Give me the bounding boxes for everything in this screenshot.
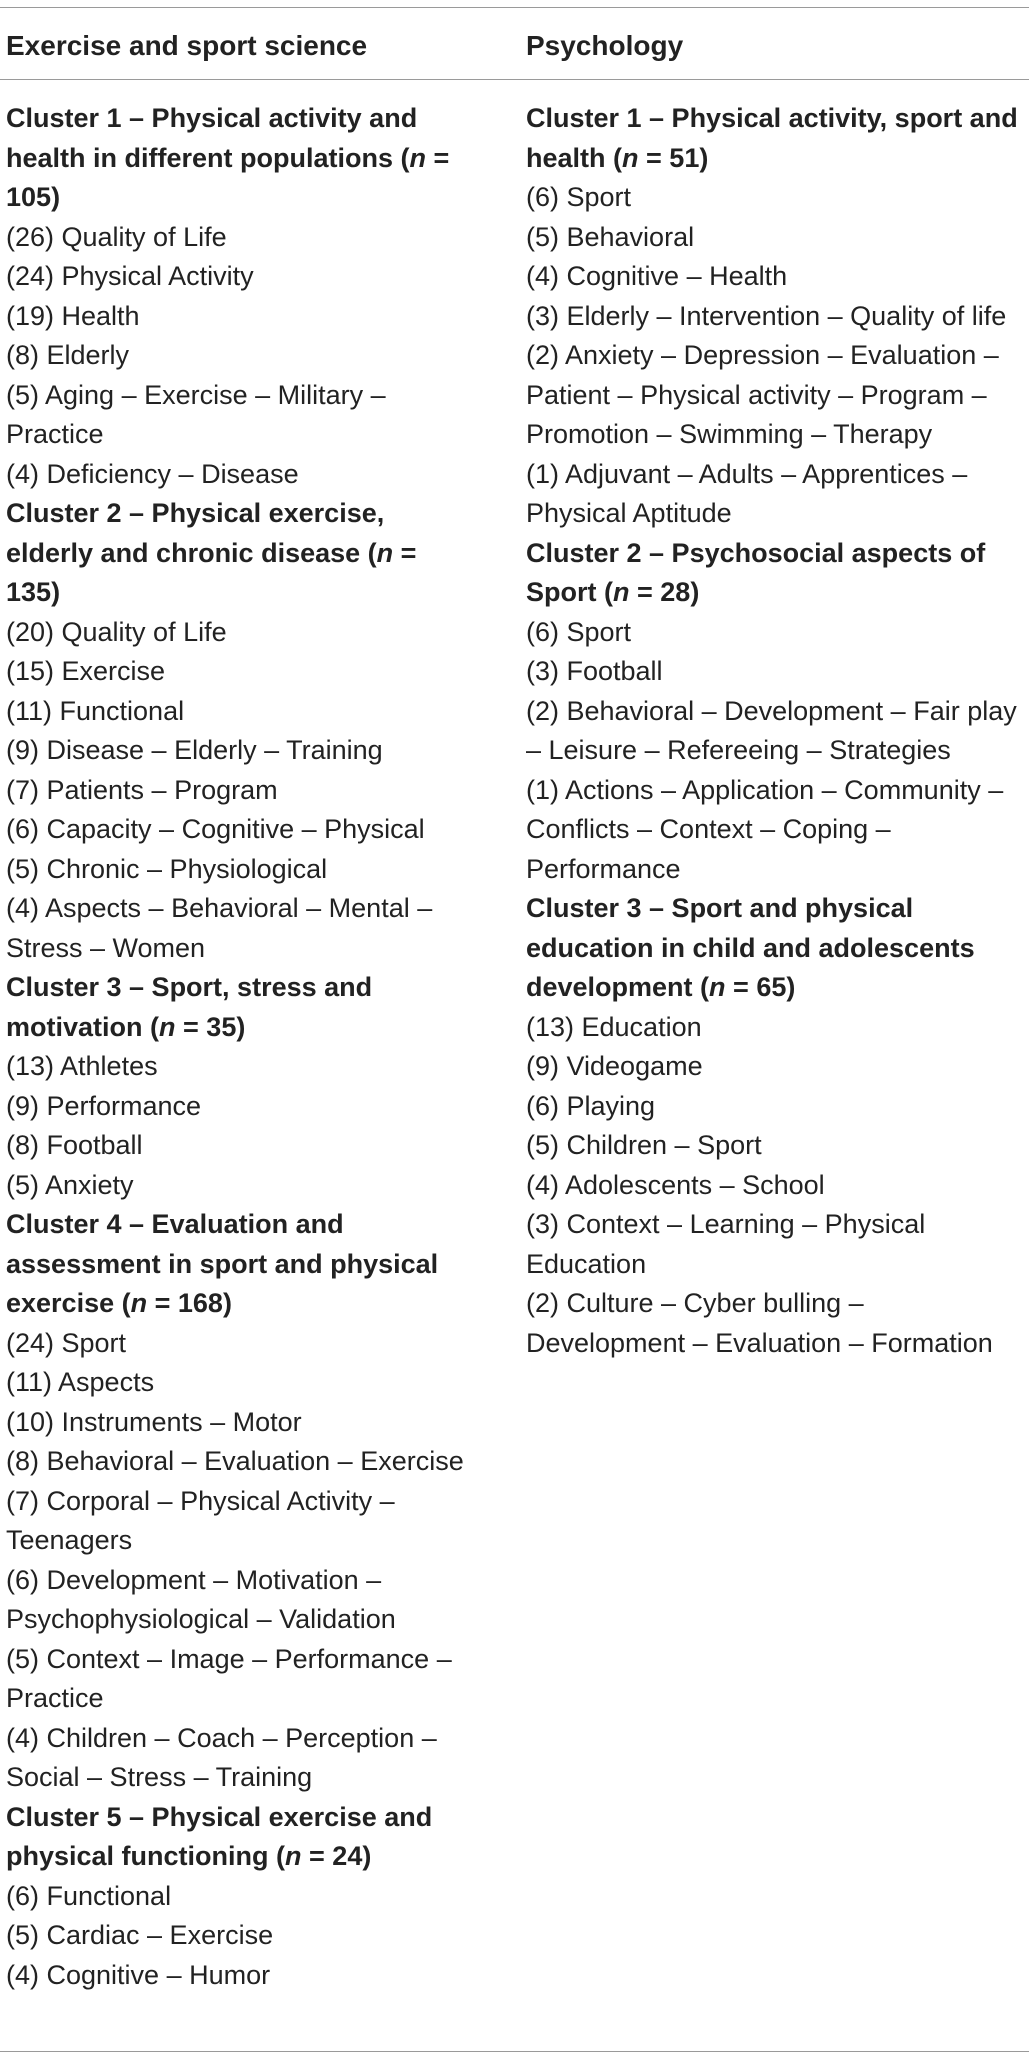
cluster-title-text: Cluster 3 – Sport, stress and motivation — [6, 972, 373, 1042]
header-rule — [0, 79, 1029, 80]
keyword-item: (8) Football — [6, 1130, 143, 1160]
keyword-item: (26) Quality of Life — [6, 221, 227, 252]
keyword-item: (5) Behavioral — [526, 221, 695, 252]
keyword-item: (7) Patients – Program — [6, 774, 278, 805]
cluster-title-text: Cluster 2 – Psychosocial aspects of Sport — [526, 537, 986, 607]
keyword-item: (6) Development – Motivation – Psychophysiological – Validation — [6, 1564, 396, 1634]
keyword-item: (9) Performance — [6, 1090, 202, 1121]
keyword-item: (6) Sport — [526, 616, 632, 647]
keyword-item: (5) Aging – Exercise – Military – Practice — [6, 379, 386, 449]
keyword-item: (13) Athletes — [6, 1051, 158, 1081]
cluster-title-text: Cluster 5 – Physical exercise and physical functioning — [6, 1801, 433, 1871]
keyword-item: (20) Quality of Life — [6, 616, 227, 647]
cluster-title: Cluster 3 – Sport, stress and motivation (n = 35) — [6, 972, 373, 1042]
keyword-item: (7) Corporal – Physical Activity – Teenagers — [6, 1485, 395, 1555]
cluster-count: 24 — [332, 1841, 363, 1871]
keyword-item: (5) Anxiety — [6, 1169, 134, 1200]
keyword-item: (6) Capacity – Cognitive – Physical — [6, 814, 425, 844]
keyword-item: (8) Elderly — [6, 340, 130, 370]
column-exercise-sport-science — [6, 99, 476, 1995]
cluster-count: 28 — [660, 577, 691, 607]
cluster-title: Cluster 4 – Evaluation and assessment in sport and physical exercise (n = 168) — [6, 1209, 439, 1318]
keyword-item: (1) Actions – Application – Community – Conflicts – Context – Coping – Performance — [526, 774, 1004, 884]
cluster-title-text: Cluster 3 – Sport and physical education in child and adolescents development — [526, 893, 975, 1002]
keyword-item: (13) Education — [526, 1011, 702, 1042]
cluster-count: 168 — [177, 1288, 223, 1318]
cluster-count: 65 — [756, 972, 787, 1002]
column-header-psychology: Psychology — [526, 30, 684, 61]
keyword-item: (10) Instruments – Motor — [6, 1406, 302, 1437]
keyword-item: (2) Anxiety – Depression – Evaluation –Patient – Physical activity – Program – Promotion – Swimming – Therapy — [526, 340, 999, 449]
cluster-title: Cluster 5 – Physical exercise and physical functioning (n = 24) — [6, 1801, 433, 1871]
cluster-title: Cluster 2 – Psychosocial aspects of Sport (n = 28) — [526, 537, 986, 607]
cluster-count: 135 — [6, 577, 52, 607]
column-header-exercise-sport-science: Exercise and sport science — [6, 30, 368, 61]
keyword-item: (8) Behavioral – Evaluation – Exercise — [6, 1446, 464, 1476]
keyword-item: (3) Context – Learning – Physical Education — [526, 1209, 926, 1279]
keyword-item: (3) Elderly – Intervention – Quality of life — [526, 300, 1007, 331]
keyword-item: (2) Behavioral – Development – Fair play – Leisure – Refereeing – Strategies — [526, 695, 1017, 765]
cluster-title: Cluster 1 – Physical activity, sport and health (n = 51) — [526, 103, 1018, 173]
cluster-title-text: Cluster 2 – Physical exercise, elderly and chronic disease — [6, 498, 385, 568]
keyword-item: (3) Football — [526, 656, 663, 686]
cluster-count: 51 — [669, 142, 700, 173]
keyword-item: (11) Functional — [6, 695, 185, 726]
keyword-item: (6) Sport — [526, 182, 632, 212]
keyword-item: (6) Playing — [526, 1090, 656, 1121]
table-bottom-rule — [0, 2051, 1029, 2052]
keyword-item: (4) Children – Coach – Perception – Social – Stress – Training — [6, 1722, 437, 1792]
table-top-rule — [0, 7, 1029, 8]
keyword-item: (15) Exercise — [6, 656, 166, 686]
keyword-item: (24) Sport — [6, 1327, 127, 1358]
keyword-item: (9) Videogame — [526, 1051, 703, 1081]
cluster-count: 35 — [206, 1011, 237, 1042]
keyword-item: (2) Culture – Cyber bulling – Development – Evaluation – Formation — [526, 1288, 993, 1358]
keyword-item: (4) Cognitive – Humor — [6, 1959, 271, 1990]
cluster-title-text: Cluster 1 – Physical activity, sport and health — [526, 103, 1018, 173]
keyword-item: (5) Context – Image – Performance – Practice — [6, 1643, 452, 1713]
keyword-item: (11) Aspects — [6, 1367, 155, 1397]
column-psychology — [526, 99, 1026, 1363]
keyword-item: (5) Children – Sport — [526, 1130, 762, 1160]
cluster-count: 105 — [6, 182, 52, 212]
keyword-item: (4) Cognitive – Health — [526, 261, 788, 291]
cluster-title: Cluster 3 – Sport and physical education in child and adolescents development (n = 65) — [526, 893, 975, 1002]
keyword-item: (24) Physical Activity — [6, 261, 254, 291]
keyword-item: (4) Deficiency – Disease — [6, 458, 299, 489]
keyword-item: (5) Chronic – Physiological — [6, 853, 328, 884]
cluster-title: Cluster 1 – Physical activity and health in different populations (n = 105) — [6, 103, 450, 212]
keyword-item: (4) Aspects – Behavioral – Mental – Stress – Women — [6, 893, 433, 963]
keyword-item: (1) Adjuvant – Adults – Apprentices – Physical Aptitude — [526, 458, 968, 528]
keyword-item: (4) Adolescents – School — [526, 1169, 825, 1200]
keyword-item: (19) Health — [6, 300, 140, 331]
cluster-title-text: Cluster 1 – Physical activity and health in different populations — [6, 103, 418, 173]
cluster-title-text: Cluster 4 – Evaluation and assessment in sport and physical exercise — [6, 1209, 439, 1318]
keyword-item: (6) Functional — [6, 1880, 172, 1911]
keyword-item: (9) Disease – Elderly – Training — [6, 735, 383, 765]
keyword-item: (5) Cardiac – Exercise — [6, 1920, 274, 1950]
cluster-title: Cluster 2 – Physical exercise, elderly and chronic disease (n = 135) — [6, 498, 417, 607]
